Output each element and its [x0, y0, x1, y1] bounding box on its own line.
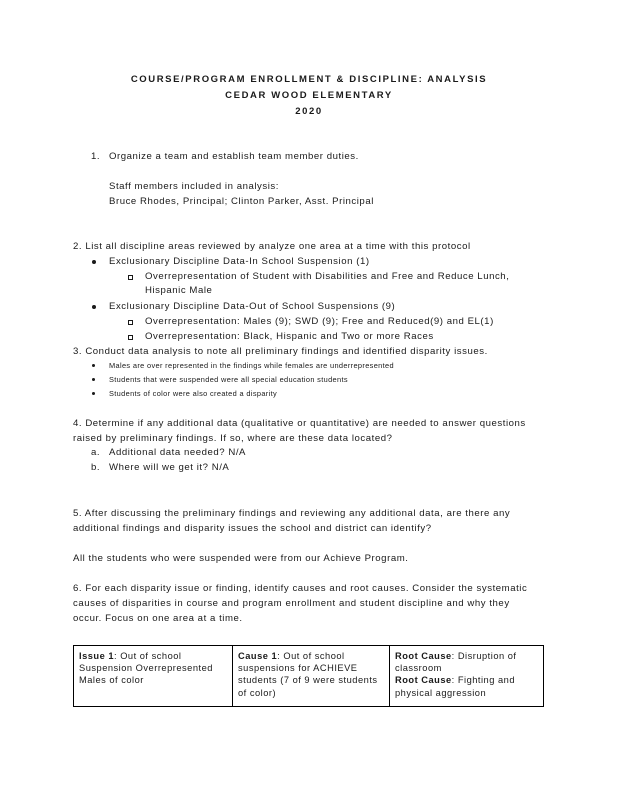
- root-cause-text: : Fighting and physical aggression: [395, 675, 515, 698]
- bullet-icon: [92, 305, 96, 309]
- root-cause-text: : Disruption of classroom: [395, 651, 517, 674]
- step6-text-cont: causes of disparities in course and program enrollment and student discipline and why they: [73, 598, 510, 609]
- step2-item1-sub1-cont: Hispanic Male: [145, 285, 213, 296]
- root-cause-1: [395, 650, 538, 674]
- school-name: CEDAR WOOD ELEMENTARY: [225, 90, 393, 101]
- step4-text-cont: raised by preliminary findings. If so, where are these data located?: [73, 433, 393, 444]
- root-cause-label: Root Cause: [395, 675, 452, 686]
- issue-text: : Out of school Suspension Overrepresented Males of color: [79, 651, 213, 686]
- root-cause-label: Root Cause: [395, 651, 452, 661]
- root-cause-cell: [389, 646, 543, 706]
- bullet-icon: [92, 378, 95, 381]
- step2-item2-sub1: Overrepresentation: Males (9); SWD (9); Free and Reduced(9) and EL(1): [145, 316, 494, 327]
- issue-cell: [74, 646, 232, 706]
- root-cause-2: [395, 674, 538, 698]
- issue-label: Issue 1: [79, 651, 115, 661]
- step4-b-marker: b.: [91, 462, 101, 473]
- bullet-icon: [92, 364, 95, 367]
- square-bullet-icon: [128, 320, 133, 325]
- step6-text-cont: occur. Focus on one area at a time.: [73, 613, 243, 624]
- step5-text-cont: additional findings and disparity issues the school and district can identify?: [73, 523, 432, 534]
- cause-text: : Out of school suspensions for ACHIEVE students (7 of 9 were students of color): [238, 651, 378, 698]
- step2-item2: Exclusionary Discipline Data-Out of School Suspensions (9): [109, 301, 396, 312]
- finding-item: Males are over represented in the findings while females are underrepresented: [109, 361, 394, 370]
- step2-item2-sub2: Overrepresentation: Black, Hispanic and Two or more Races: [145, 331, 434, 342]
- step5-answer: All the students who were suspended were from our Achieve Program.: [73, 553, 409, 564]
- cause-cell: [232, 646, 389, 706]
- staff-names: Bruce Rhodes, Principal; Clinton Parker, Asst. Principal: [109, 196, 374, 207]
- bullet-icon: [92, 392, 95, 395]
- staff-label: Staff members included in analysis:: [109, 181, 279, 192]
- step6-text: 6. For each disparity issue or finding, identify causes and root causes. Consider the systematic: [73, 583, 528, 594]
- finding-item: Students of color were also created a disparity: [109, 389, 278, 398]
- cause-label: Cause 1: [238, 651, 278, 661]
- square-bullet-icon: [128, 335, 133, 340]
- step2-text: 2. List all discipline areas reviewed by analyze one area at a time with this protocol: [73, 241, 471, 252]
- step1-text: Organize a team and establish team member duties.: [109, 151, 359, 162]
- step4-a-marker: a.: [91, 447, 101, 458]
- document-title: COURSE/PROGRAM ENROLLMENT & DISCIPLINE: ANALYSIS: [130, 74, 488, 85]
- step5-text: 5. After discussing the preliminary findings and reviewing any additional data, are there any: [73, 508, 511, 519]
- step2-item1: Exclusionary Discipline Data-In School Suspension (1): [109, 256, 370, 267]
- step3-text: 3. Conduct data analysis to note all preliminary findings and identified disparity issues.: [73, 346, 488, 357]
- step1-number: 1.: [91, 151, 101, 162]
- step4-b-text: Where will we get it? N/A: [109, 462, 230, 473]
- document-year: 2020: [295, 106, 323, 117]
- step4-text: 4. Determine if any additional data (qualitative or quantitative) are needed to answer questions: [73, 418, 526, 429]
- finding-item: Students that were suspended were all special education students: [109, 375, 348, 384]
- root-cause-table: [73, 645, 544, 707]
- bullet-icon: [92, 260, 96, 264]
- step2-item1-sub1: Overrepresentation of Student with Disabilities and Free and Reduce Lunch,: [145, 271, 510, 282]
- step4-a-text: Additional data needed? N/A: [109, 447, 246, 458]
- square-bullet-icon: [128, 275, 133, 280]
